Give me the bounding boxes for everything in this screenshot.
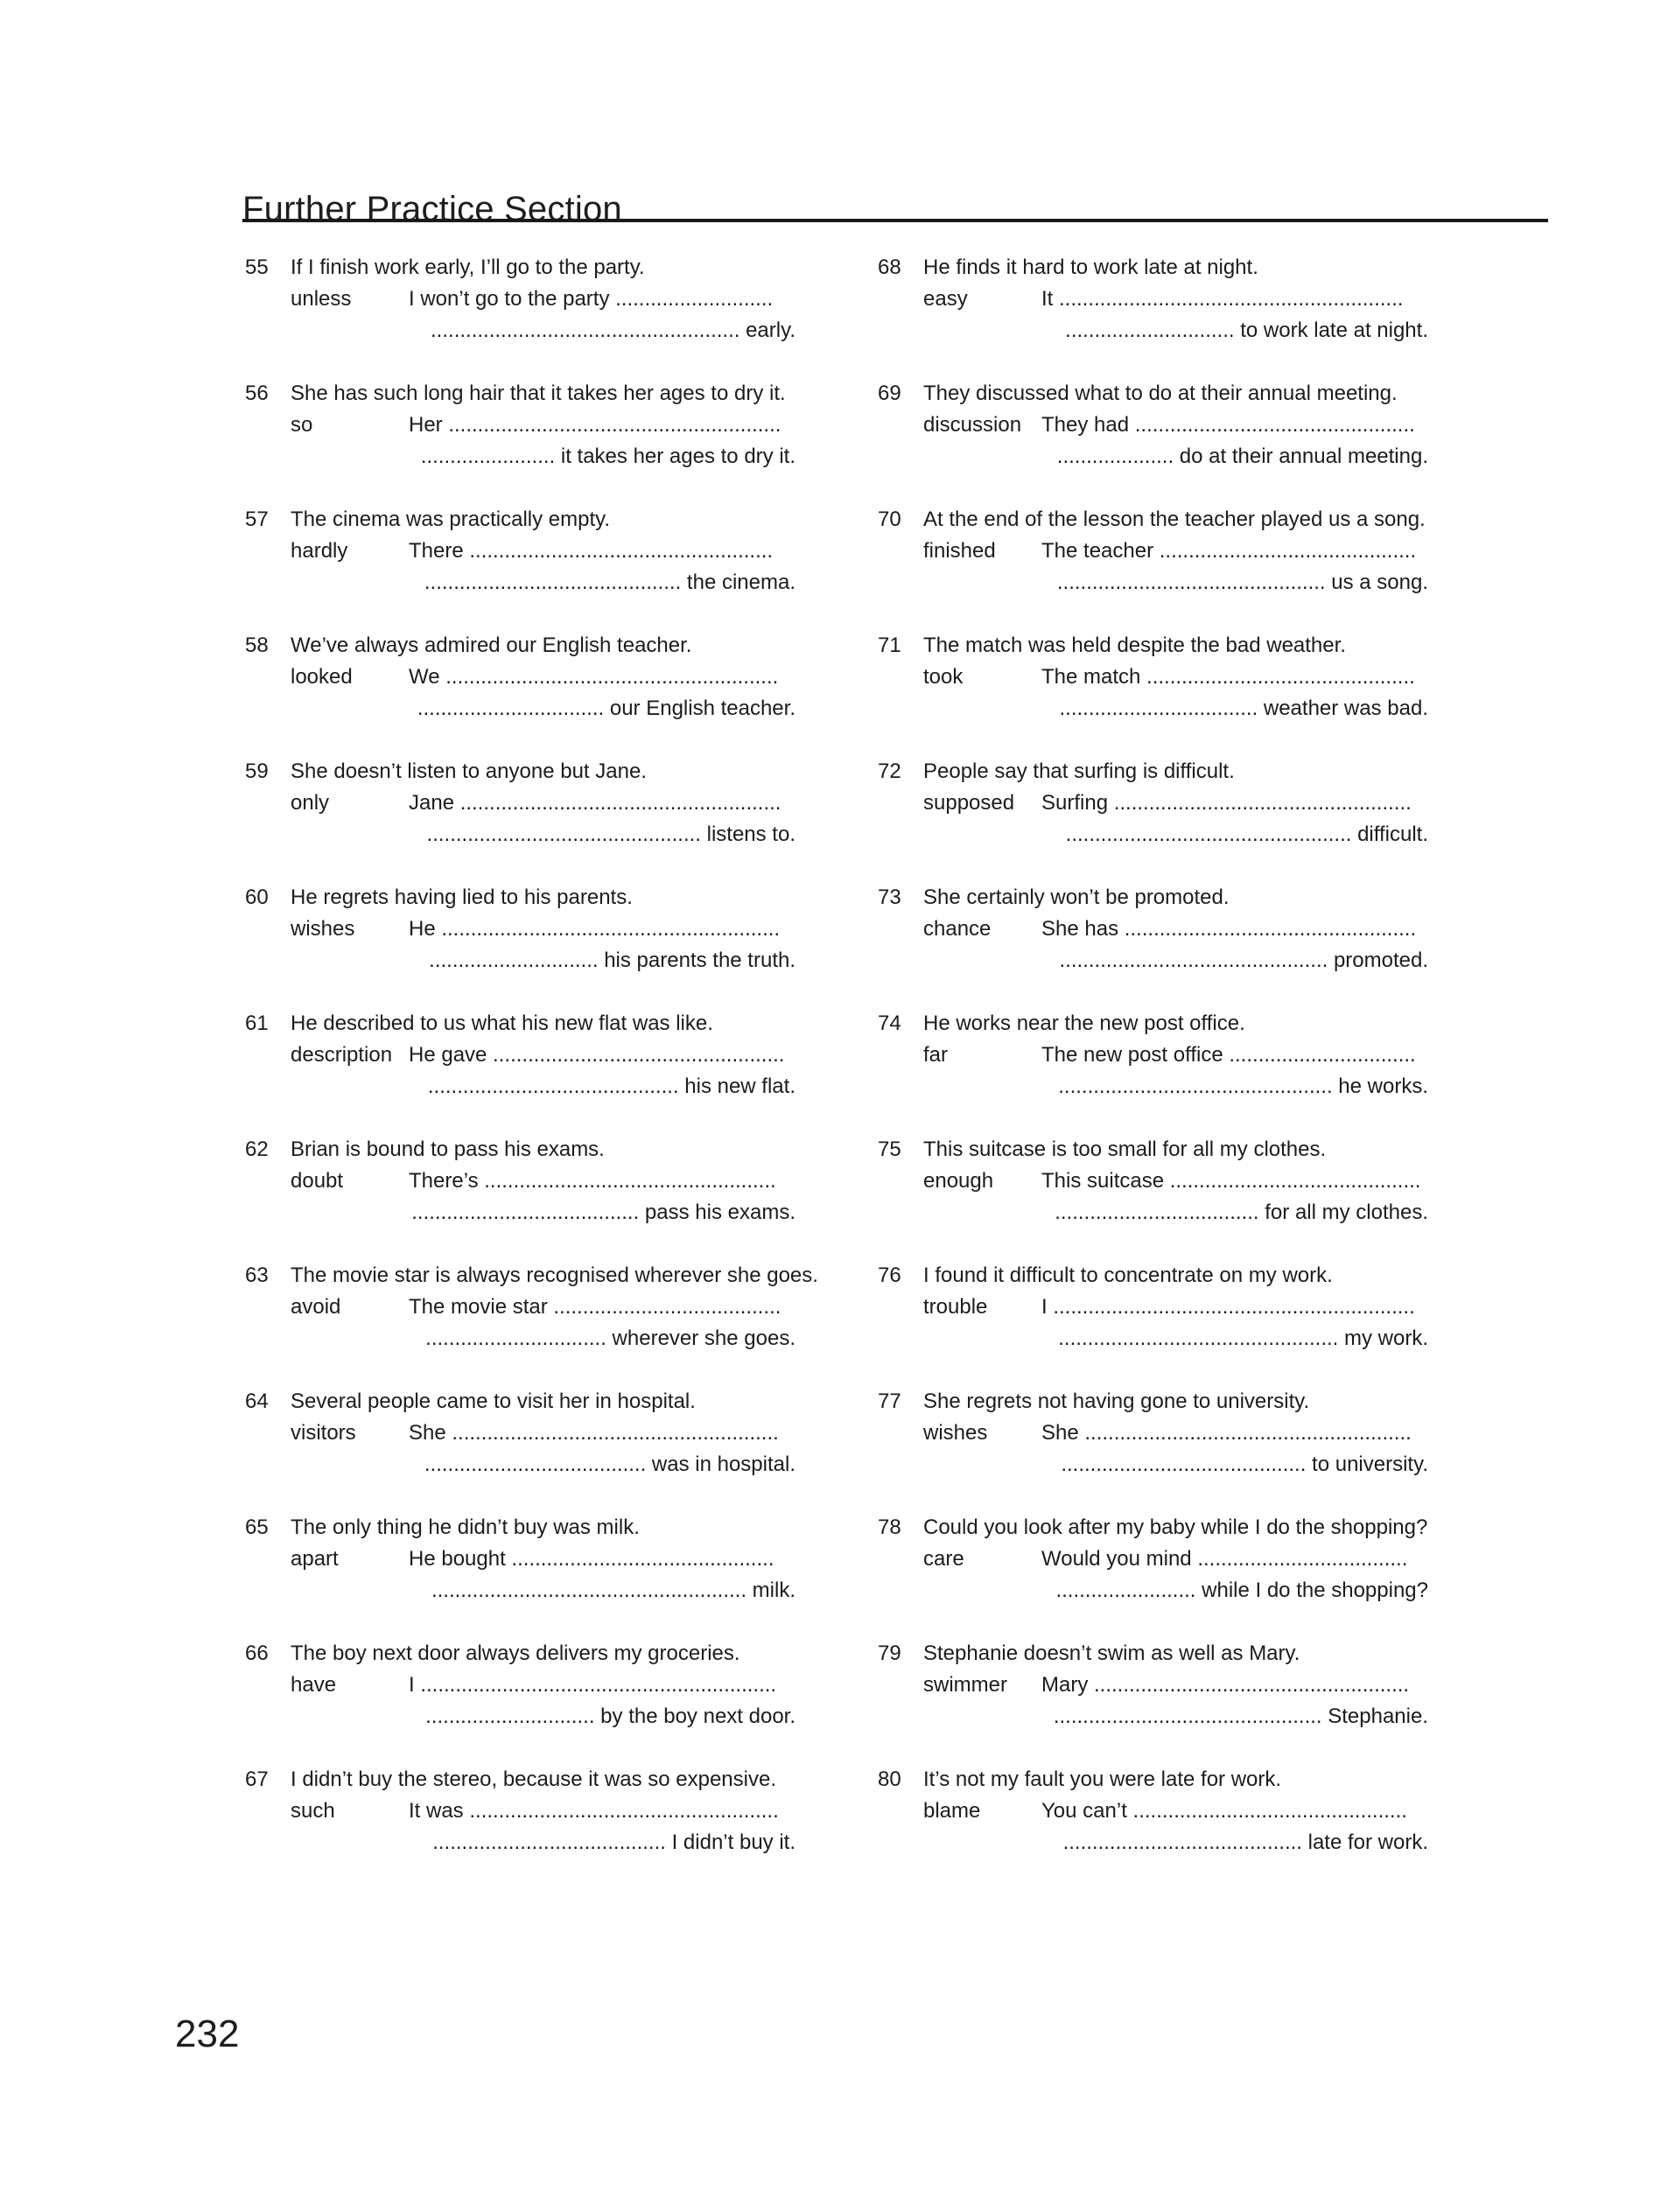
exercise-keyword: chance <box>923 917 992 941</box>
answer-line-2: ................................... for all my clothes. <box>1055 1200 1428 1224</box>
exercise-sentence: He finds it hard to work late at night. <box>923 256 1258 279</box>
answer-line-2: ........................................ I didn’t buy it. <box>432 1830 795 1854</box>
answer-line-2: .................... do at their annual meeting. <box>1056 444 1428 468</box>
answer-line-2: ................................................ my work. <box>1058 1326 1428 1350</box>
answer-line-2: ......................................... late for work. <box>1062 1830 1428 1854</box>
answer-line-1: It ........................................................... <box>1041 287 1404 311</box>
exercise-keyword: looked <box>291 665 353 689</box>
exercise-item <box>245 504 875 630</box>
exercise-number: 58 <box>245 634 269 657</box>
exercise-number: 67 <box>245 1768 269 1791</box>
exercise-item <box>245 1260 875 1386</box>
exercise-number: 75 <box>878 1138 901 1161</box>
answer-line-2: ....................................... pass his exams. <box>411 1200 795 1224</box>
exercise-sentence: She has such long hair that it takes her ages to dry it. <box>291 382 786 405</box>
exercise-keyword: wishes <box>291 917 355 941</box>
exercise-keyword: have <box>291 1673 337 1697</box>
answer-line-2: ................................................. difficult. <box>1065 822 1428 846</box>
exercise-item <box>878 1764 1508 1890</box>
exercise-number: 61 <box>245 1012 269 1035</box>
exercise-item <box>878 882 1508 1008</box>
exercise-number: 64 <box>245 1390 269 1413</box>
exercise-sentence: He works near the new post office. <box>923 1012 1245 1035</box>
answer-line-2: ............................................... listens to. <box>426 822 795 846</box>
exercise-keyword: swimmer <box>923 1673 1007 1697</box>
exercise-item <box>245 1386 875 1512</box>
exercise-item <box>245 882 875 1008</box>
exercise-number: 79 <box>878 1642 901 1665</box>
exercise-item <box>878 1386 1508 1512</box>
exercise-item <box>878 1134 1508 1260</box>
answer-line-2: ....................... it takes her ages to dry it. <box>420 444 795 468</box>
exercise-sentence: He regrets having lied to his parents. <box>291 886 633 909</box>
exercise-sentence: The boy next door always delivers my groceries. <box>291 1642 740 1665</box>
answer-line-1: The teacher ............................................ <box>1041 539 1417 563</box>
exercise-keyword: apart <box>291 1547 339 1571</box>
exercise-keyword: trouble <box>923 1295 988 1319</box>
exercise-keyword: so <box>291 413 313 437</box>
answer-line-1: The new post office ................................ <box>1041 1043 1416 1067</box>
exercise-sentence: I found it difficult to concentrate on my work. <box>923 1264 1333 1287</box>
exercise-item <box>245 252 875 378</box>
answer-line-1: I ............................................................. <box>409 1673 777 1697</box>
answer-line-1: Surfing ................................................... <box>1041 791 1412 815</box>
exercise-number: 66 <box>245 1642 269 1665</box>
exercise-sentence: This suitcase is too small for all my clothes. <box>923 1138 1327 1161</box>
exercise-item <box>245 378 875 504</box>
answer-line-2: ........................ while I do the shopping? <box>1055 1578 1428 1602</box>
answer-line-1: The match .............................................. <box>1041 665 1415 689</box>
answer-line-2: ............................................ the cinema. <box>424 570 795 594</box>
exercise-keyword: wishes <box>923 1421 988 1445</box>
answer-line-1: She ........................................................ <box>1041 1421 1412 1445</box>
answer-line-2: ............................. to work late at night. <box>1065 318 1428 342</box>
exercise-item <box>245 756 875 882</box>
exercise-number: 60 <box>245 886 269 909</box>
answer-line-1: It was ..................................................... <box>409 1799 779 1823</box>
answer-line-2: ............................................... he works. <box>1058 1074 1428 1098</box>
exercise-sentence: The movie star is always recognised wherever she goes. <box>291 1264 818 1287</box>
answer-line-1: He .......................................................... <box>409 917 781 941</box>
exercise-sentence: Brian is bound to pass his exams. <box>291 1138 605 1161</box>
exercise-number: 78 <box>878 1516 901 1539</box>
exercise-number: 55 <box>245 256 269 279</box>
exercise-sentence: At the end of the lesson the teacher played us a song. <box>923 508 1426 531</box>
exercise-keyword: discussion <box>923 413 1022 437</box>
exercise-sentence: Could you look after my baby while I do the shopping? <box>923 1516 1428 1539</box>
exercise-keyword: such <box>291 1799 335 1823</box>
exercise-keyword: visitors <box>291 1421 356 1445</box>
exercise-item <box>878 630 1508 756</box>
exercise-item <box>878 1638 1508 1764</box>
exercise-item <box>878 378 1508 504</box>
exercise-keyword: hardly <box>291 539 348 563</box>
title-rule <box>242 219 1548 222</box>
answer-line-2: ................................ our English teacher. <box>417 696 795 720</box>
answer-line-2: ...................................... was in hospital. <box>424 1452 795 1476</box>
answer-line-1: I .............................................................. <box>1041 1295 1415 1319</box>
answer-line-1: Mary ...................................................... <box>1041 1673 1410 1697</box>
exercise-sentence: We’ve always admired our English teacher. <box>291 634 692 657</box>
exercise-item <box>878 504 1508 630</box>
exercise-sentence: People say that surfing is difficult. <box>923 760 1235 783</box>
exercise-number: 76 <box>878 1264 901 1287</box>
exercise-number: 56 <box>245 382 269 405</box>
exercise-number: 71 <box>878 634 901 657</box>
answer-line-2: ........................................... his new flat. <box>427 1074 795 1098</box>
exercise-keyword: far <box>923 1043 949 1067</box>
exercise-number: 65 <box>245 1516 269 1539</box>
exercise-keyword: finished <box>923 539 996 563</box>
exercise-sentence: The match was held despite the bad weather. <box>923 634 1346 657</box>
exercise-item <box>245 1134 875 1260</box>
answer-line-1: Would you mind .................................... <box>1041 1547 1408 1571</box>
exercise-number: 68 <box>878 256 901 279</box>
exercise-sentence: She regrets not having gone to university. <box>923 1390 1310 1413</box>
exercise-item <box>878 1008 1508 1134</box>
answer-line-1: Her ......................................................... <box>409 413 781 437</box>
exercise-sentence: The only thing he didn’t buy was milk. <box>291 1516 640 1539</box>
exercise-item <box>245 1512 875 1638</box>
exercise-item <box>878 252 1508 378</box>
exercise-sentence: He described to us what his new flat was like. <box>291 1012 713 1035</box>
answer-line-2: .............................................. Stephanie. <box>1053 1704 1428 1728</box>
answer-line-2: ............................. by the boy next door. <box>425 1704 795 1728</box>
exercise-number: 80 <box>878 1768 901 1791</box>
exercise-number: 70 <box>878 508 901 531</box>
answer-line-1: We ......................................................... <box>409 665 779 689</box>
page-number: 232 <box>175 2012 240 2055</box>
answer-line-2: ...................................................... milk. <box>431 1578 795 1602</box>
exercise-item <box>245 1638 875 1764</box>
exercise-number: 63 <box>245 1264 269 1287</box>
exercise-sentence: She certainly won’t be promoted. <box>923 886 1230 909</box>
page-title: Further Practice Section <box>242 189 622 228</box>
exercise-sentence: They discussed what to do at their annual meeting. <box>923 382 1398 405</box>
answer-line-1: She ........................................................ <box>409 1421 779 1445</box>
answer-line-2: ..................................................... early. <box>431 318 795 342</box>
exercise-item <box>878 1260 1508 1386</box>
right-column <box>878 252 1508 1890</box>
exercise-item <box>245 1008 875 1134</box>
exercise-number: 62 <box>245 1138 269 1161</box>
answer-line-1: He gave .................................................. <box>409 1043 785 1067</box>
exercise-sentence: It’s not my fault you were late for work. <box>923 1768 1282 1791</box>
left-column <box>245 252 875 1890</box>
exercise-number: 69 <box>878 382 901 405</box>
exercise-keyword: enough <box>923 1169 994 1193</box>
answer-line-1: The movie star ....................................... <box>409 1295 781 1319</box>
exercise-item <box>245 630 875 756</box>
answer-line-1: She has .................................................. <box>1041 917 1417 941</box>
answer-line-2: .......................................... to university. <box>1061 1452 1428 1476</box>
exercise-number: 72 <box>878 760 901 783</box>
exercise-keyword: description <box>291 1043 393 1067</box>
exercise-sentence: Several people came to visit her in hospital. <box>291 1390 696 1413</box>
answer-line-1: Jane ....................................................... <box>409 791 781 815</box>
exercise-number: 59 <box>245 760 269 783</box>
answer-line-2: .............................................. promoted. <box>1059 948 1428 972</box>
answer-line-1: There .................................................... <box>409 539 774 563</box>
answer-line-2: .................................. weather was bad. <box>1059 696 1428 720</box>
answer-line-2: ............................... wherever she goes. <box>425 1326 795 1350</box>
exercise-keyword: care <box>923 1547 964 1571</box>
exercise-sentence: The cinema was practically empty. <box>291 508 611 531</box>
exercise-keyword: supposed <box>923 791 1015 815</box>
exercise-item <box>878 756 1508 882</box>
answer-line-2: .............................................. us a song. <box>1056 570 1428 594</box>
exercise-item <box>878 1512 1508 1638</box>
exercise-keyword: blame <box>923 1799 981 1823</box>
answer-line-1: He bought ............................................. <box>409 1547 774 1571</box>
exercise-keyword: avoid <box>291 1295 341 1319</box>
exercise-number: 74 <box>878 1012 901 1035</box>
exercise-sentence: She doesn’t listen to anyone but Jane. <box>291 760 647 783</box>
answer-line-1: I won’t go to the party ........................... <box>409 287 774 311</box>
answer-line-2: ............................. his parents the truth. <box>429 948 795 972</box>
exercise-number: 73 <box>878 886 901 909</box>
exercise-sentence: I didn’t buy the stereo, because it was so expensive. <box>291 1768 776 1791</box>
answer-line-1: You can’t ............................................... <box>1041 1799 1407 1823</box>
exercise-keyword: unless <box>291 287 352 311</box>
answer-line-1: There’s .................................................. <box>409 1169 776 1193</box>
exercise-keyword: took <box>923 665 964 689</box>
answer-line-1: This suitcase ........................................... <box>1041 1169 1421 1193</box>
exercise-sentence: If I finish work early, I’ll go to the party. <box>291 256 645 279</box>
exercise-number: 57 <box>245 508 269 531</box>
exercise-sentence: Stephanie doesn’t swim as well as Mary. <box>923 1642 1300 1665</box>
exercise-keyword: easy <box>923 287 968 311</box>
exercise-number: 77 <box>878 1390 901 1413</box>
exercise-keyword: only <box>291 791 330 815</box>
exercise-item <box>245 1764 875 1890</box>
exercise-keyword: doubt <box>291 1169 344 1193</box>
answer-line-1: They had ................................................ <box>1041 413 1415 437</box>
